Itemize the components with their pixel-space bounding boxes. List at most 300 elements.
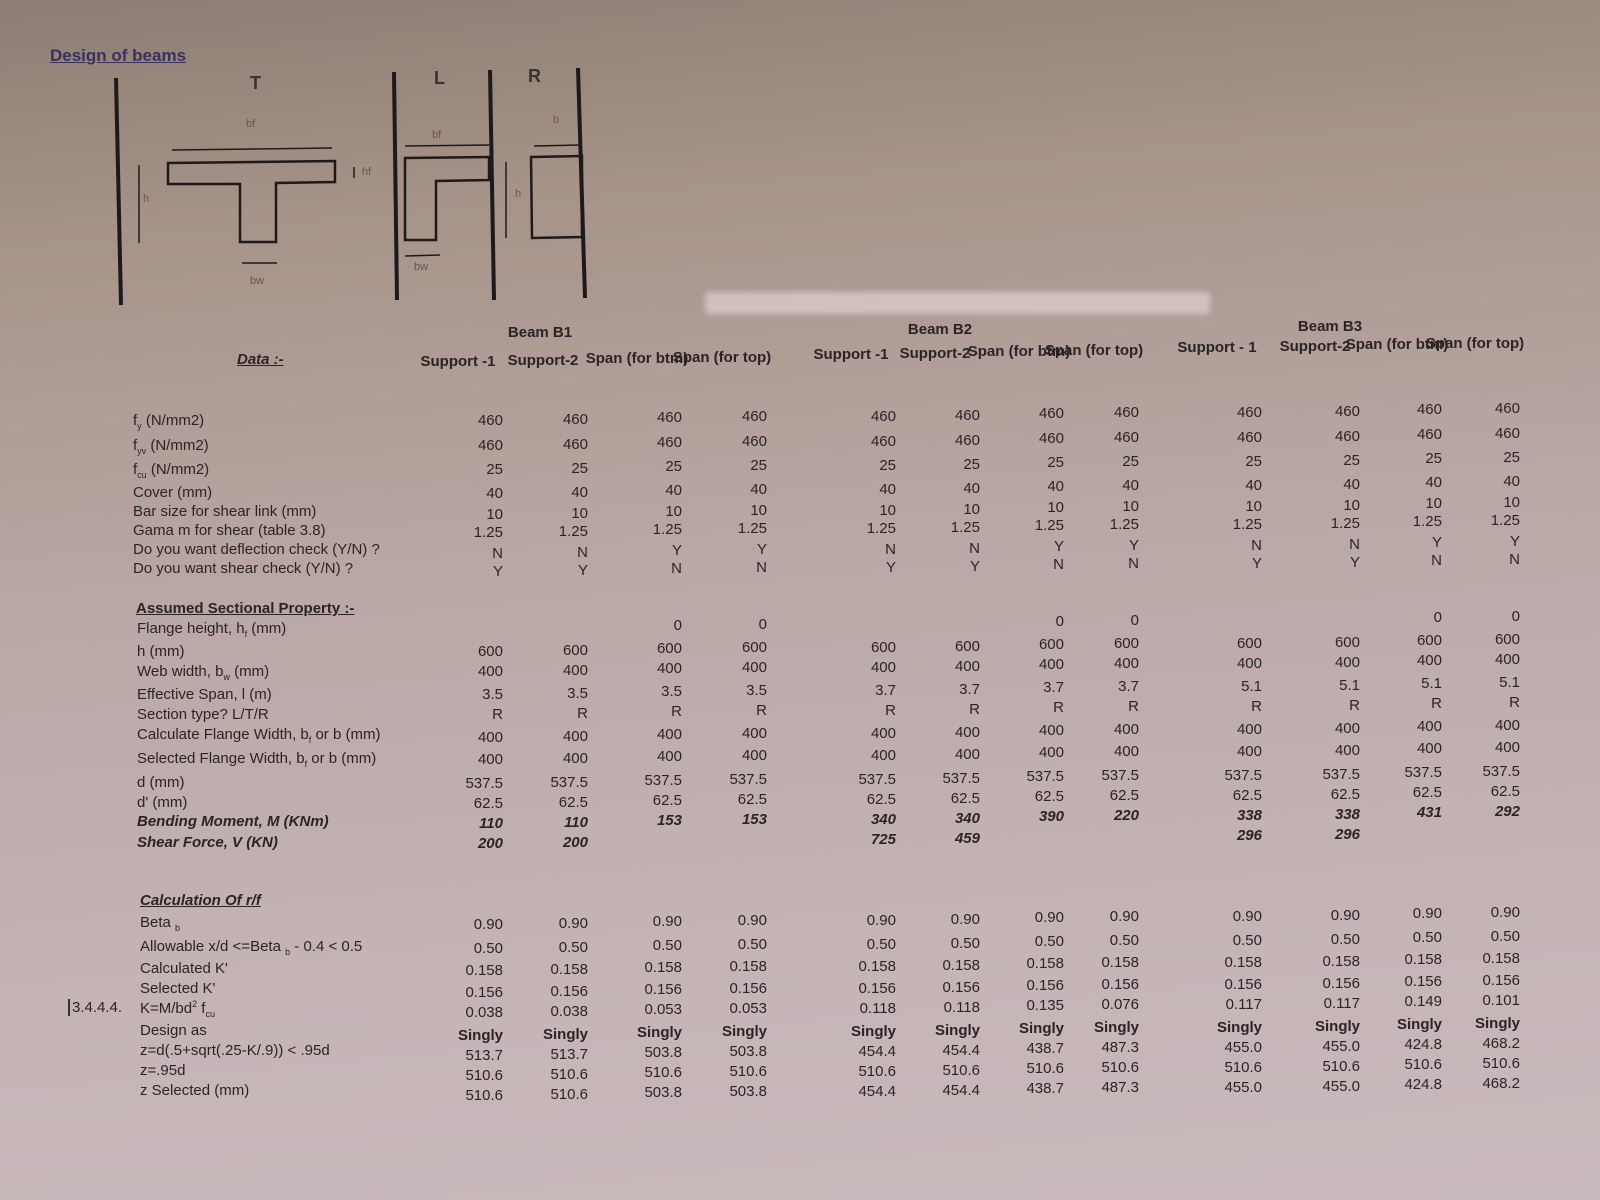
cell-value: 40 [1047, 478, 1064, 495]
label-part: Beta [140, 914, 176, 931]
data-heading: Data :- [237, 351, 284, 368]
cell-value: 468.2 [1482, 1074, 1520, 1092]
cell-value: 3.7 [959, 680, 980, 698]
cell-value: 400 [477, 729, 503, 746]
cell-value: 10 [1245, 498, 1262, 515]
cell-value: 460 [1416, 401, 1442, 418]
calc-heading: Calculation Of r/f [140, 892, 261, 909]
cell-value: 10 [750, 501, 767, 519]
section-row-label [137, 794, 187, 811]
cell-value: Y [492, 563, 503, 580]
cell-value: 200 [562, 833, 588, 851]
page-title: Design of beams [50, 46, 187, 65]
cell-value: Y [1431, 534, 1442, 551]
label-part: - 0.4 < 0.5 [290, 938, 363, 955]
cell-value: 537.5 [1482, 762, 1520, 780]
cell-value: 10 [1122, 497, 1139, 515]
data-row-label [133, 437, 209, 456]
column-header: Support-2 [899, 344, 971, 362]
label-part: f [244, 629, 248, 639]
cell-value: 460 [562, 410, 588, 428]
cell-value: 0.90 [1412, 905, 1442, 922]
svg-text:h: h [143, 193, 150, 205]
cell-value: 510.6 [1224, 1059, 1262, 1076]
cell-value: 10 [1503, 493, 1520, 511]
cell-value: 600 [1334, 633, 1360, 651]
cell-value: 600 [1416, 632, 1442, 649]
cell-value: R [885, 702, 896, 719]
cell-value: 0.156 [729, 979, 767, 997]
cell-value: 460 [870, 408, 896, 425]
cell-value: 1.25 [866, 520, 896, 537]
cell-value: 0.50 [950, 934, 980, 952]
label-part: z=d(.5+sqrt(.25-K/.9)) < .95d [140, 1042, 330, 1059]
cell-value: 460 [656, 409, 682, 426]
cell-value: Y [1251, 555, 1262, 572]
label-part: or b (mm) [311, 726, 381, 743]
label-part: Bending Moment, M (KNm) [137, 813, 329, 830]
cell-value: Singly [1018, 1020, 1064, 1037]
cell-value: 510.6 [1404, 1056, 1442, 1073]
cell-value: 40 [963, 479, 980, 497]
cell-value: 0.156 [1026, 977, 1064, 994]
calc-row-label [140, 1062, 185, 1079]
cell-value: 0.117 [1225, 996, 1262, 1013]
cell-value: N [756, 558, 767, 576]
cell-value: 1.25 [1412, 513, 1442, 530]
cell-value: N [1431, 552, 1442, 569]
cell-value: N [885, 541, 896, 558]
l-section-label: L [434, 68, 445, 88]
cell-value: R [1053, 699, 1064, 716]
cell-value: 0.117 [1323, 994, 1360, 1012]
section-row-label [137, 706, 269, 723]
label-part: or b (mm) [307, 750, 377, 767]
cell-value: 3.5 [482, 686, 503, 703]
cell-value: 62.5 [558, 793, 588, 811]
cell-value: 340 [870, 811, 896, 828]
cell-value: 460 [1113, 428, 1139, 446]
cell-value: 460 [954, 406, 980, 424]
label-part: (mm) [247, 620, 287, 637]
cell-value: 510.6 [858, 1063, 896, 1080]
beam-title: Beam B1 [507, 324, 573, 341]
cell-value: 1.25 [737, 519, 767, 537]
cell-value: 400 [1113, 654, 1139, 672]
cell-value: 0.90 [1109, 907, 1139, 925]
cell-value: Y [1128, 536, 1139, 554]
data-row-label [133, 560, 353, 577]
svg-text:bw: bw [414, 261, 429, 273]
cell-value: N [577, 543, 588, 561]
cell-value: 110 [564, 813, 588, 831]
label-part: Selected Flange Width, b [137, 750, 305, 767]
cell-value: 400 [741, 724, 767, 742]
cell-value: 0.50 [652, 937, 682, 954]
cell-value: 296 [1334, 825, 1360, 843]
cell-value: 0.156 [1404, 973, 1442, 990]
cell-value: 454.4 [858, 1043, 896, 1060]
cell-value: 5.1 [1421, 675, 1442, 692]
cell-value: Y [1053, 538, 1064, 555]
column-header: Span (for btm) [585, 350, 689, 367]
cell-value: 510.6 [1101, 1058, 1139, 1076]
cell-value: 600 [656, 640, 682, 657]
cell-value: 400 [1236, 743, 1262, 760]
label-part: Selected K' [140, 980, 216, 997]
cell-value: 0.90 [473, 916, 503, 933]
label-part: (mm) [229, 663, 270, 680]
cell-value: 510.6 [729, 1062, 767, 1080]
section-row-label [137, 663, 269, 682]
cell-value: 0.076 [1101, 995, 1139, 1013]
cell-value: 600 [562, 641, 588, 659]
svg-text:bw: bw [250, 275, 265, 287]
cell-value: 1.25 [1232, 516, 1262, 533]
cell-value: 537.5 [465, 775, 503, 792]
cell-value: 3.5 [746, 681, 767, 699]
cell-value: 220 [1113, 806, 1139, 824]
cell-value: Y [969, 557, 980, 575]
cell-value: 400 [1416, 718, 1442, 735]
svg-text:b: b [553, 114, 560, 126]
cell-value: 537.5 [1224, 767, 1262, 784]
cell-value: 510.6 [942, 1061, 980, 1079]
beam-section-diagram [0, 0, 620, 310]
cell-value: N [969, 539, 980, 557]
cell-value: 0.90 [1330, 906, 1360, 924]
label-part: cu [137, 470, 147, 480]
cell-value: 460 [1038, 430, 1064, 447]
cell-value: Y [577, 561, 588, 579]
cell-value: 400 [1113, 742, 1139, 760]
cell-value: 62.5 [1232, 787, 1262, 804]
cell-value: 454.4 [942, 1041, 980, 1059]
cell-value: 0 [1433, 609, 1442, 626]
cell-value: 1.25 [1034, 517, 1064, 534]
cell-value: Singly [1474, 1014, 1520, 1032]
cell-value: 454.4 [942, 1081, 980, 1099]
cell-value: 0.135 [1026, 997, 1064, 1014]
cell-value: 510.6 [644, 1064, 682, 1081]
cell-value: 400 [1236, 721, 1262, 738]
cell-value: 25 [1425, 450, 1442, 467]
calc-row-label [140, 938, 362, 957]
cell-value: 460 [1113, 403, 1139, 421]
cell-value: 460 [954, 431, 980, 449]
cell-value: R [1128, 697, 1139, 715]
cell-value: 460 [1334, 402, 1360, 420]
cell-value: 0.90 [866, 912, 896, 929]
label-part: (N/mm2) [146, 461, 210, 478]
label-part: Allowable x/d <=Beta [140, 938, 286, 955]
label-part: Web width, b [137, 663, 224, 680]
cell-value: Y [885, 559, 896, 576]
cell-value: 0.118 [943, 998, 980, 1016]
cell-value: 200 [477, 835, 503, 852]
column-header: Span (for btm) [967, 343, 1071, 360]
cell-value: 0.90 [558, 914, 588, 932]
redacted-stamp [705, 292, 1210, 314]
cell-value: 510.6 [1026, 1060, 1064, 1077]
cell-value: 455.0 [1224, 1039, 1262, 1056]
cell-value: 460 [477, 437, 503, 454]
cell-value: 400 [870, 747, 896, 764]
cell-value: 390 [1038, 808, 1064, 825]
cell-value: 438.7 [1026, 1040, 1064, 1057]
cell-value: 400 [1416, 740, 1442, 757]
cell-value: 400 [477, 663, 503, 680]
column-header: Support-2 [1279, 337, 1351, 355]
cell-value: 0.149 [1404, 993, 1442, 1010]
cell-value: R [492, 706, 503, 723]
t-section-label: T [250, 73, 261, 93]
cell-value: 460 [1236, 429, 1262, 446]
cell-value: 460 [1236, 404, 1262, 421]
cell-value: 25 [1245, 453, 1262, 470]
cell-value: 3.7 [1118, 677, 1139, 695]
cell-value: 0.118 [859, 1000, 896, 1017]
cell-value: 487.3 [1101, 1038, 1139, 1056]
cell-value: Singly [1216, 1019, 1262, 1036]
column-header: Support-2 [507, 351, 579, 369]
cell-value: 25 [963, 455, 980, 473]
cell-value: 0.156 [1482, 971, 1520, 989]
cell-value: 400 [656, 726, 682, 743]
cell-value: 600 [741, 638, 767, 656]
cell-value: 455.0 [1322, 1037, 1360, 1055]
cell-value: 400 [1113, 720, 1139, 738]
cell-value: 513.7 [550, 1045, 588, 1063]
label-part: z Selected (mm) [140, 1082, 250, 1099]
cell-value: 459 [954, 829, 980, 847]
cell-value: 537.5 [729, 770, 767, 788]
cell-value: 0.90 [950, 910, 980, 928]
calc-row-label [140, 960, 228, 977]
cell-value: 62.5 [1109, 786, 1139, 804]
cell-value: 0.158 [644, 959, 682, 976]
cell-value: 400 [1494, 650, 1520, 668]
cell-value: 725 [870, 831, 896, 848]
cell-value: 537.5 [550, 773, 588, 791]
cell-value: 25 [879, 457, 896, 474]
label-part: d' (mm) [137, 794, 188, 811]
cell-value: 0.50 [1412, 929, 1442, 946]
cell-value: 537.5 [942, 769, 980, 787]
cell-value: R [1431, 695, 1442, 712]
cell-value: 40 [1245, 477, 1262, 494]
column-header: Support -1 [420, 353, 496, 370]
cell-value: 0.50 [866, 936, 896, 953]
section-row-label [137, 686, 272, 703]
cell-value: 0.90 [1034, 909, 1064, 926]
cell-value: 40 [750, 480, 767, 498]
cell-value: N [492, 545, 503, 562]
section-row-label [137, 750, 376, 769]
cell-value: 62.5 [1330, 785, 1360, 803]
cell-value: 0.156 [550, 982, 588, 1000]
cell-value: 0 [1511, 607, 1520, 625]
cell-value: 400 [954, 745, 980, 763]
cell-value: 600 [870, 639, 896, 656]
cell-value: 400 [656, 660, 682, 677]
cell-value: 503.8 [729, 1042, 767, 1060]
cell-value: 510.6 [1482, 1054, 1520, 1072]
cell-value: 424.8 [1404, 1076, 1442, 1093]
cell-value: Singly [721, 1022, 767, 1040]
cell-value: 62.5 [1490, 782, 1520, 800]
cell-value: 460 [1416, 426, 1442, 443]
cell-value: Y [671, 542, 682, 559]
cell-value: 400 [1334, 719, 1360, 737]
cell-value: 62.5 [473, 795, 503, 812]
cell-value: 600 [1236, 635, 1262, 652]
cell-value: 0.50 [558, 938, 588, 956]
cell-value: 0.158 [729, 957, 767, 975]
column-header: Support - 1 [1177, 339, 1257, 356]
label-part: Cover (mm) [133, 484, 213, 501]
cell-value: 0.90 [1490, 903, 1520, 921]
cell-value: 537.5 [644, 772, 682, 789]
cell-value: 1.25 [558, 522, 588, 540]
cell-value: 460 [1038, 405, 1064, 422]
cell-value: 400 [1334, 653, 1360, 671]
cell-value: 1.25 [473, 524, 503, 541]
data-row-label [133, 522, 326, 539]
calc-row-label [140, 999, 215, 1019]
cell-value: 460 [477, 412, 503, 429]
cell-value: N [1349, 535, 1360, 553]
cell-value: 25 [1122, 452, 1139, 470]
label-part: (N/mm2) [146, 437, 209, 454]
cell-value: 153 [741, 810, 767, 828]
cell-value: Y [756, 540, 767, 558]
cell-value: 3.5 [661, 683, 682, 700]
cell-value: 400 [741, 658, 767, 676]
column-header: Span (for top) [1044, 341, 1144, 359]
r-section-label: R [528, 66, 541, 86]
cell-value: 1.25 [652, 521, 682, 538]
svg-text:bf: bf [246, 118, 256, 130]
cell-value: 0.158 [942, 956, 980, 974]
cell-value: R [577, 704, 588, 722]
cell-value: 0.90 [737, 911, 767, 929]
cell-value: 400 [954, 657, 980, 675]
cell-value: 537.5 [1026, 768, 1064, 785]
cell-value: 537.5 [1101, 766, 1139, 784]
cell-value: N [1251, 537, 1262, 554]
cell-value: 25 [750, 456, 767, 474]
cell-value: N [1128, 554, 1139, 572]
cell-value: 400 [1038, 722, 1064, 739]
cell-value: 338 [1236, 807, 1262, 824]
cell-value: 0.50 [1490, 927, 1520, 945]
cell-value: 460 [870, 433, 896, 450]
cell-value: 400 [1038, 744, 1064, 761]
cell-value: 0.156 [1224, 976, 1262, 993]
cell-value: 460 [741, 407, 767, 425]
cell-value: 0.158 [1026, 955, 1064, 972]
label-part: 2 [192, 999, 198, 1009]
section-row-label [137, 643, 185, 660]
cell-value: 25 [1503, 448, 1520, 466]
cell-value: 537.5 [858, 771, 896, 788]
cell-value: R [1349, 696, 1360, 714]
cell-value: 40 [486, 485, 503, 502]
section-row-label [137, 834, 278, 851]
cell-value: 438.7 [1026, 1080, 1064, 1097]
cell-value: 460 [741, 432, 767, 450]
label-part: Flange height, h [137, 620, 245, 637]
cell-value: 0.90 [1232, 908, 1262, 925]
data-row-label [133, 412, 204, 431]
cell-value: 600 [1038, 636, 1064, 653]
cell-value: 0.50 [1034, 933, 1064, 950]
cell-value: 0.50 [1109, 931, 1139, 949]
cell-value: 10 [571, 504, 588, 522]
cell-value: 0.053 [644, 1001, 682, 1018]
label-part: Do you want shear check (Y/N) ? [133, 560, 354, 577]
cell-value: 454.4 [858, 1083, 896, 1100]
cell-value: N [1053, 556, 1064, 573]
cell-value: 40 [1343, 475, 1360, 493]
cell-value: 10 [1425, 495, 1442, 512]
label-part: d (mm) [137, 774, 185, 791]
label-part: f [133, 437, 138, 454]
cell-value: 400 [562, 749, 588, 767]
cell-value: 0.101 [1482, 991, 1520, 1009]
cell-value: 400 [1416, 652, 1442, 669]
cell-value: 460 [1494, 424, 1520, 442]
cell-value: 600 [1494, 630, 1520, 648]
cell-value: 510.6 [550, 1085, 588, 1103]
cell-value: 455.0 [1224, 1079, 1262, 1096]
cell-value: 3.7 [875, 682, 896, 699]
cell-value: N [671, 560, 682, 577]
cell-value: R [1509, 693, 1520, 711]
cell-value: 600 [477, 643, 503, 660]
cell-value: 5.1 [1241, 678, 1262, 695]
cell-value: 510.6 [465, 1067, 503, 1084]
cell-value: 0.158 [1404, 951, 1442, 968]
cell-value: Singly [934, 1021, 980, 1039]
label-part: b [285, 947, 291, 957]
cell-value: 10 [1047, 499, 1064, 516]
cell-value: 0.158 [1482, 949, 1520, 967]
cell-value: 0.156 [858, 980, 896, 997]
cell-value: 0.158 [858, 958, 896, 975]
cell-value: Y [1349, 553, 1360, 571]
cell-value: 153 [656, 812, 682, 829]
cell-value: Singly [542, 1025, 588, 1043]
label-part: (N/mm2) [141, 412, 205, 429]
cell-value: 503.8 [644, 1044, 682, 1061]
cell-value: 5.1 [1339, 676, 1360, 694]
cell-value: 0.158 [1322, 952, 1360, 970]
calc-row-label [140, 1042, 330, 1059]
cell-value: 0 [1055, 613, 1064, 630]
label-part: yv [137, 446, 147, 456]
cell-value: Singly [1314, 1017, 1360, 1035]
cell-value: Singly [850, 1023, 896, 1040]
cell-value: R [671, 703, 682, 720]
label-part: b [175, 923, 181, 933]
cell-value: 40 [879, 481, 896, 498]
cell-value: 10 [665, 503, 682, 520]
cell-value: 0.156 [465, 984, 503, 1001]
cell-value: R [969, 700, 980, 718]
cell-value: 600 [1113, 634, 1139, 652]
